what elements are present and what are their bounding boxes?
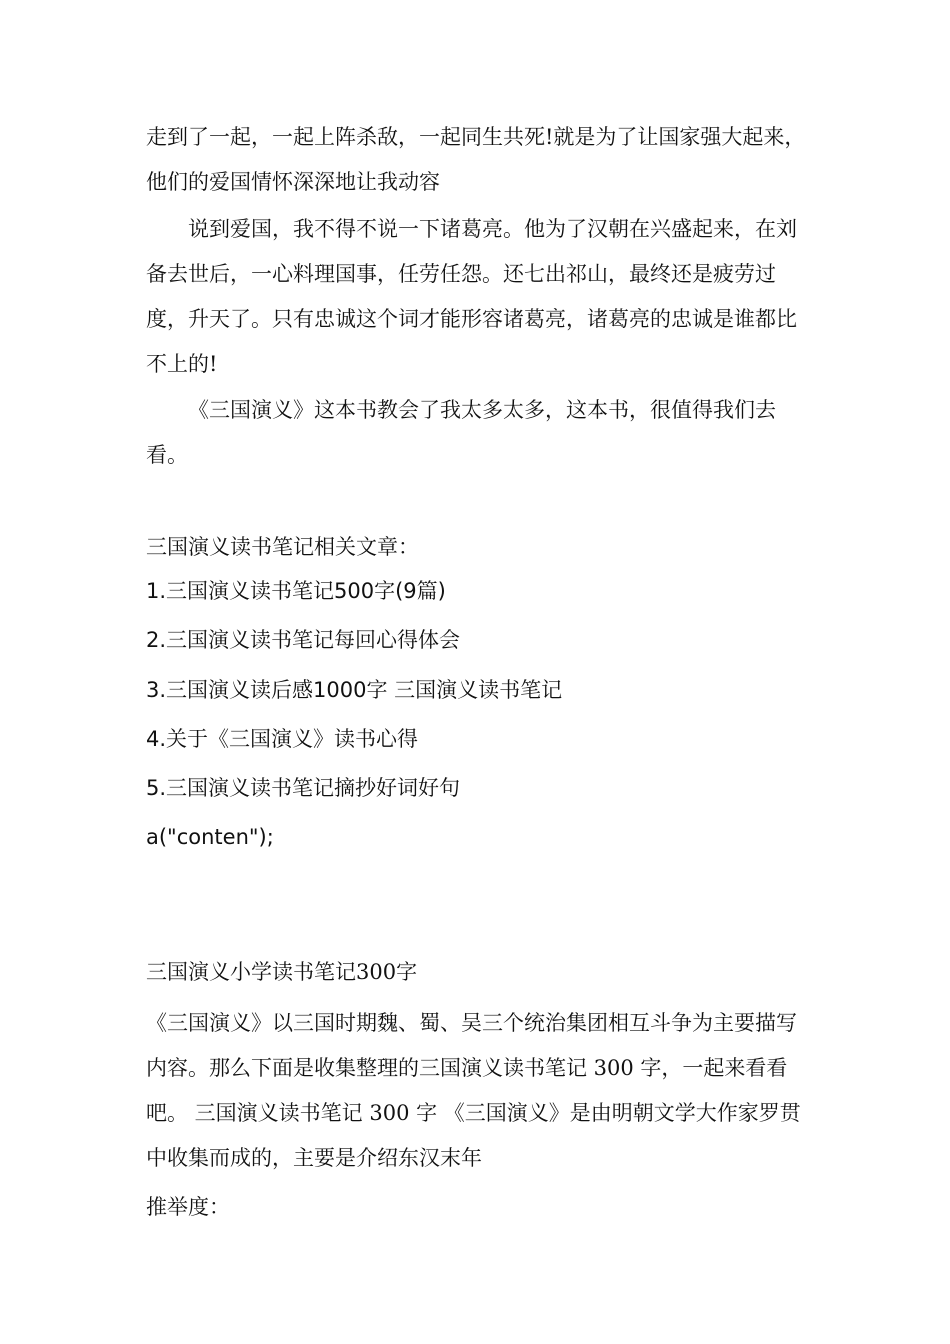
recommend-label: 推举度：: [146, 1195, 230, 1219]
related-item-4[interactable]: 4.关于《三国演义》读书心得: [146, 727, 419, 751]
second-article-title[interactable]: 三国演义小学读书笔记300字: [146, 960, 418, 984]
paragraph-3: 《三国演义》这本书教会了我太多太多，这本书，很值得我们去看。: [146, 398, 776, 467]
paragraph-2: 说到爱国，我不得不说一下诸葛亮。他为了汉朝在兴盛起来，在刘备去世后，一心料理国事，任劳任怨。还七出祁山，最终还是疲劳过度，升天了。只有忠诚这个词才能形容诸葛亮，诸葛亮的忠诚是谁都比不上的!: [146, 217, 797, 376]
second-article-summary: 《三国演义》以三国时期魏、蜀、吴三个统治集团相互斗争为主要描写内容。那么下面是收集整理的三国演义读书笔记 300 字，一起来看看吧。 三国演义读书笔记 300 字 《三国演义》是由明朝文学大作家罗贯中收集而成的，主要是介绍东汉末年: [146, 1011, 801, 1170]
related-heading: 三国演义读书笔记相关文章：: [146, 535, 419, 559]
related-item-1[interactable]: 1.三国演义读书笔记500字(9篇): [146, 579, 446, 603]
related-item-5[interactable]: 5.三国演义读书笔记摘抄好词好句: [146, 776, 461, 800]
paragraph-1: 走到了一起，一起上阵杀敌，一起同生共死!就是为了让国家强大起来，他们的爱国情怀深深地让我动容: [146, 125, 806, 194]
code-line: a("conten");: [146, 825, 274, 849]
related-item-3[interactable]: 3.三国演义读后感1000字 三国演义读书笔记: [146, 678, 563, 702]
related-item-2[interactable]: 2.三国演义读书笔记每回心得体会: [146, 628, 461, 652]
